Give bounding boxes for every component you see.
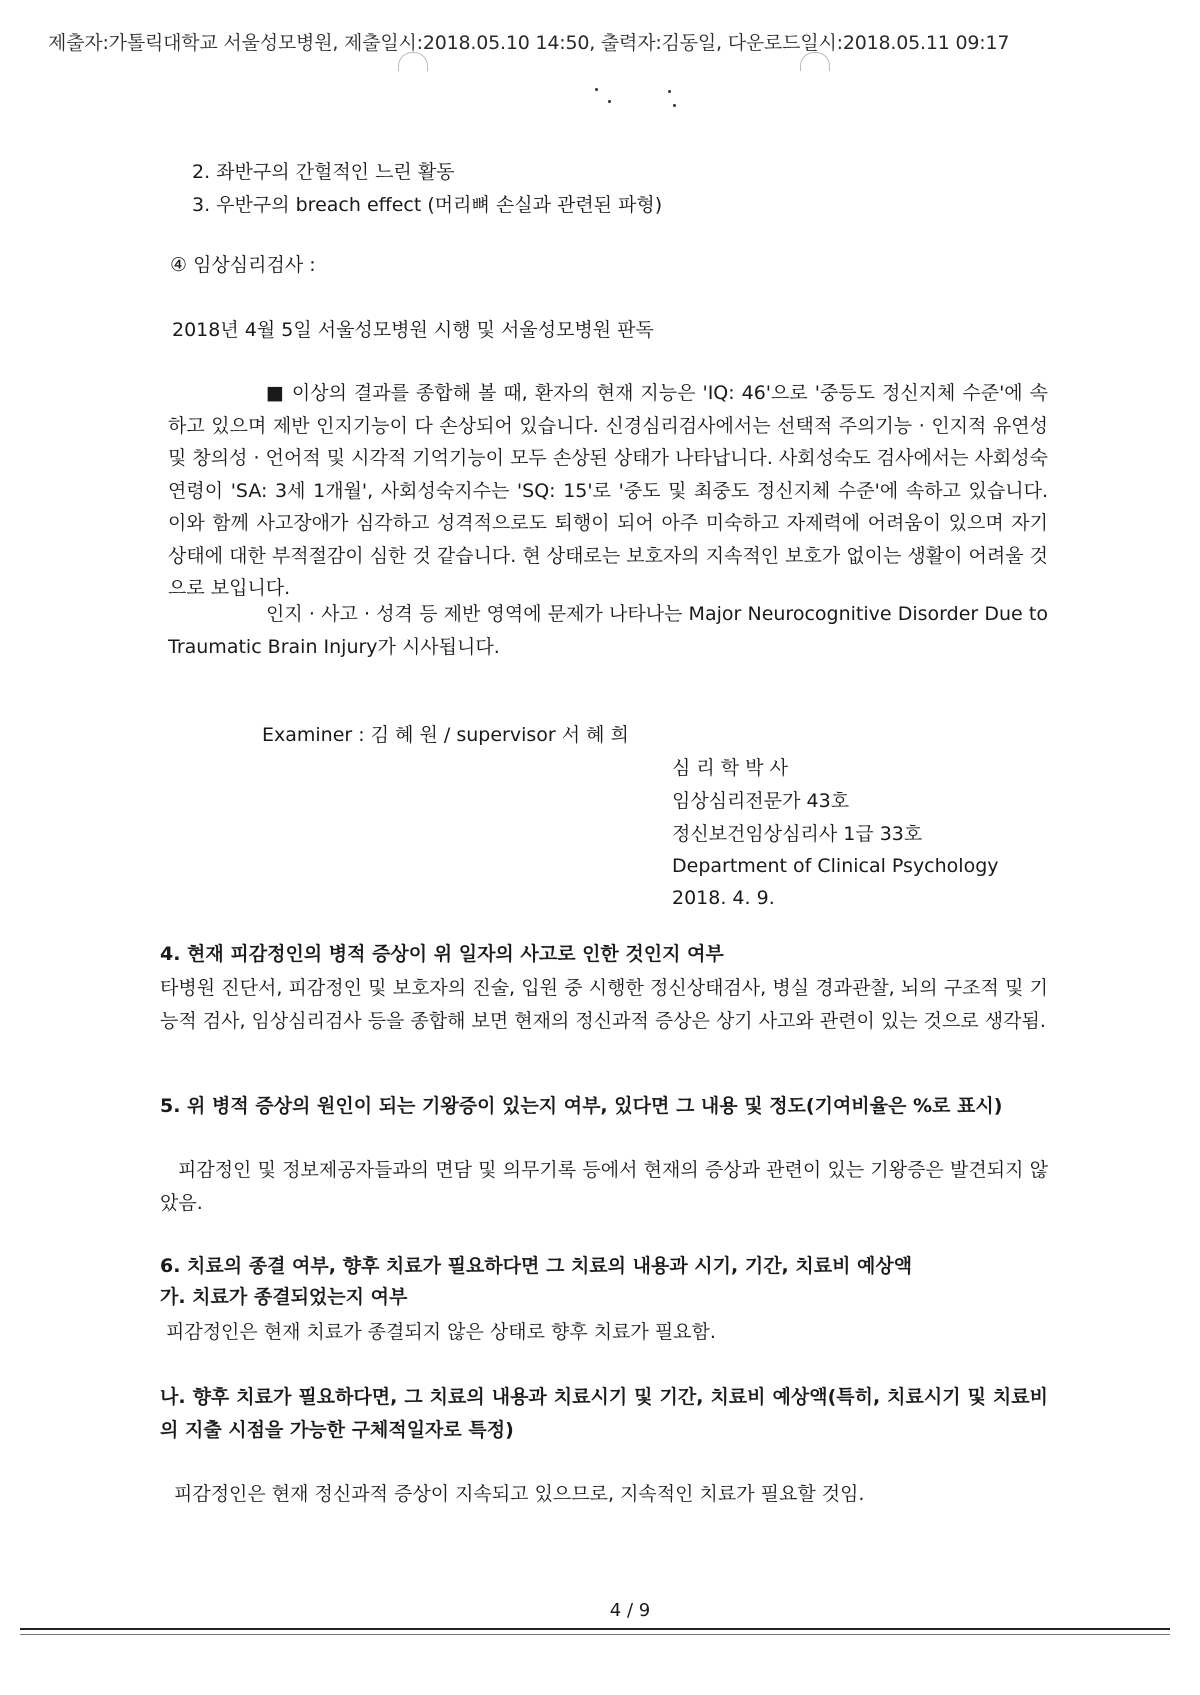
examiner-date: 2018. 4. 9. — [672, 887, 775, 909]
section-6a-body: 피감정인은 현재 치료가 종결되지 않은 상태로 향후 치료가 필요함. — [166, 1321, 716, 1343]
finding-item-3: 3. 우반구의 breach effect (머리뼈 손실과 관련된 파형) — [192, 194, 663, 216]
footer-rule — [20, 1628, 1170, 1630]
page-number: 4 / 9 — [609, 1600, 651, 1621]
section-5-heading: 5. 위 병적 증상의 원인이 되는 기왕증이 있는지 여부, 있다면 그 내용 및 정도(기여비율은 %로 표시) — [160, 1095, 1003, 1117]
section-6b-body: 피감정인은 현재 정신과적 증상이 지속되고 있으므로, 지속적인 치료가 필요할 것임. — [174, 1483, 865, 1505]
scan-speck — [673, 104, 676, 107]
scan-speck — [595, 88, 598, 91]
clinical-psych-heading: ④ 임상심리검사 : — [170, 254, 316, 276]
clinical-psych-summary: ■ 이상의 결과를 종합해 볼 때, 환자의 현재 지능은 'IQ: 46'으로 '중등도 정신지체 수준'에 속하고 있으며 제반 인지기능이 다 손상되어 있습니다. 신경심리검사에서는 선택적 주의기능 · 인지적 유연성 및 창의성 · 언어적 및 시각적 기억기능이 모두 손상된 상태가 나타납니다. 사회성숙도 검사에서는 사회성숙연령이 'SA: 3세 1개월', 사회성숙지수는 'SQ: 15'로 '중도 및 최중도 정신지체 수준'에 속하고 있습니다. 이와 함께 사고장애가 심각하고 성격적으로도 퇴행이 되어 아주 미숙하고 자제력에 어려움이 있으며 자기 상태에 대한 부적절감이 심한 것 같습니다. 현 상태로는 보호자의 지속적인 보호가 없이는 생활이 어려울 것으로 보입니다. — [168, 382, 1048, 599]
scan-speck — [608, 100, 611, 103]
section-4-heading: 4. 현재 피감정인의 병적 증상이 위 일자의 사고로 인한 것인지 여부 — [160, 943, 724, 965]
section-5-body: 피감정인 및 정보제공자들과의 면담 및 의무기록 등에서 현재의 증상과 관련이 있는 기왕증은 발견되지 않았음. — [160, 1159, 1048, 1214]
scan-speck — [668, 90, 671, 93]
examiner-title-3: 정신보건임상심리사 1급 33호 — [672, 823, 923, 845]
examiner-department: Department of Clinical Psychology — [672, 855, 999, 877]
clinical-psych-date: 2018년 4월 5일 서울성모병원 시행 및 서울성모병원 판독 — [172, 319, 654, 341]
examiner-line: Examiner : 김 혜 원 / supervisor 서 혜 희 — [262, 724, 629, 746]
footer-rule-secondary — [20, 1634, 1170, 1635]
clinical-psych-impression: 인지 · 사고 · 성격 등 제반 영역에 문제가 나타나는 Major Neurocognitive Disorder Due to Traumatic Brain Injury가 시사됩니다. — [168, 603, 1048, 658]
examiner-title-2: 임상심리전문가 43호 — [672, 790, 850, 812]
scan-artifact — [800, 52, 830, 71]
finding-item-2: 2. 좌반구의 간헐적인 느린 활동 — [192, 161, 455, 183]
examiner-title-1: 심 리 학 박 사 — [672, 757, 788, 779]
section-6a-heading: 가. 치료가 종결되었는지 여부 — [160, 1286, 408, 1308]
section-6b-heading: 나. 향후 치료가 필요하다면, 그 치료의 내용과 치료시기 및 기간, 치료비 예상액(특히, 치료시기 및 치료비의 지출 시점을 가능한 구체적일자로 특정) — [160, 1386, 1048, 1441]
section-4-body: 타병원 진단서, 피감정인 및 보호자의 진술, 입원 중 시행한 정신상태검사, 병실 경과관찰, 뇌의 구조적 및 기능적 검사, 임상심리검사 등을 종합해 보면 현재의 정신과적 증상은 상기 사고와 관련이 있는 것으로 생각됨. — [160, 977, 1048, 1032]
section-6-heading: 6. 치료의 종결 여부, 향후 치료가 필요하다면 그 치료의 내용과 시기, 기간, 치료비 예상액 — [160, 1255, 913, 1277]
scan-artifact — [398, 52, 428, 71]
submission-header: 제출자:가톨릭대학교 서울성모병원, 제출일시:2018.05.10 14:50, 출력자:김동일, 다운로드일시:2018.05.11 09:17 — [48, 32, 1010, 54]
